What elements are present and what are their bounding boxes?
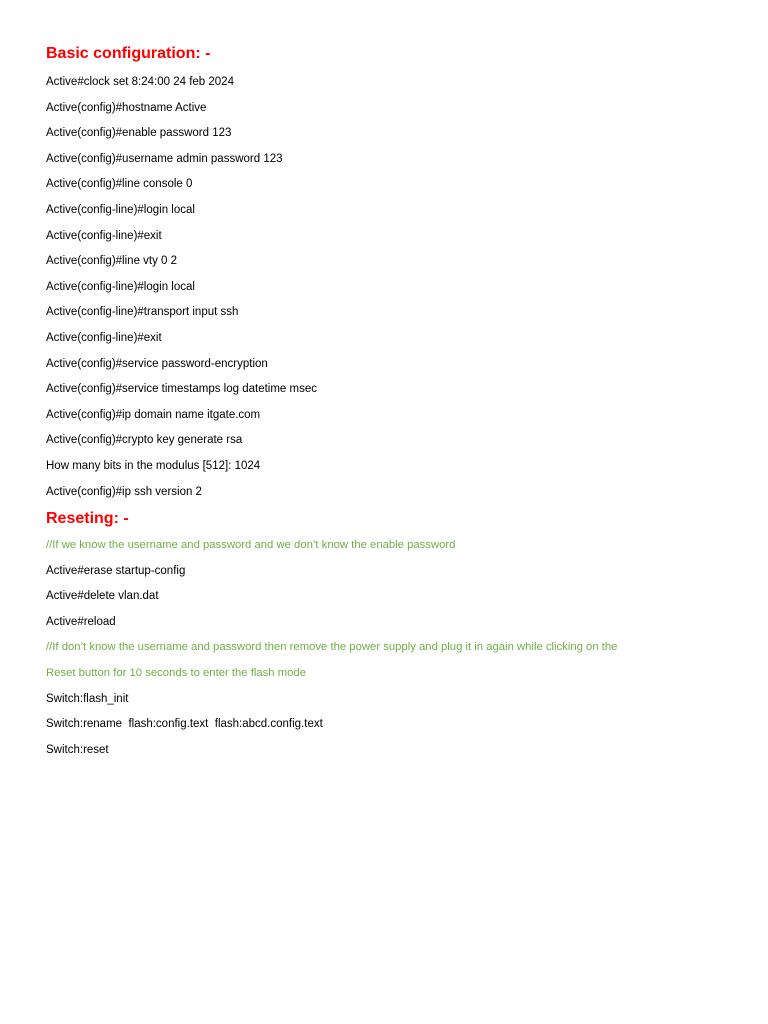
command-line: Switch:rename flash:config.text flash:abcd.config.text [46,718,323,731]
command-line: Switch:flash_init [46,692,129,705]
command-line: Active#erase startup-config [46,564,186,577]
command-line: Active(config)#line vty 0 2 [46,255,178,268]
command-line: Active(config)#service password-encryption [46,357,268,370]
command-line: How many bits in the modulus [512]: 1024 [46,459,261,472]
comment-line: //If we know the username and password and we don’t know the enable password [46,539,456,552]
command-line: Active(config-line)#exit [46,229,162,242]
command-line: Active(config)#username admin password 123 [46,152,283,165]
command-line: Active(config-line)#exit [46,331,162,344]
command-line: Active(config)#hostname Active [46,101,207,114]
basic-configuration-heading: Basic configuration: - [46,45,211,62]
command-line: Switch:reset [46,743,109,756]
reseting-heading: Reseting: - [46,510,129,528]
command-line: Active#reload [46,615,116,628]
command-line: Active(config)#ip ssh version 2 [46,485,202,498]
command-line: Active(config-line)#login local [46,280,195,293]
command-line: Active(config-line)#login local [46,203,195,216]
command-line: Active(config)#ip domain name itgate.com [46,408,261,421]
command-line: Active(config)#line console 0 [46,178,193,191]
command-line: Active#clock set 8:24:00 24 feb 2024 [46,76,234,88]
command-line: Active(config)#crypto key generate rsa [46,434,243,447]
document-content [46,42,736,763]
comment-line: //If don’t know the username and password then remove the power supply and plug it in again while clicking on the [46,641,618,654]
command-line: Active(config)#service timestamps log datetime msec [46,383,317,396]
command-line: Active#delete vlan.dat [46,590,159,603]
command-line: Active(config-line)#transport input ssh [46,306,239,319]
comment-line: Reset button for 10 seconds to enter the flash mode [46,667,306,680]
command-line: Active(config)#enable password 123 [46,127,232,140]
